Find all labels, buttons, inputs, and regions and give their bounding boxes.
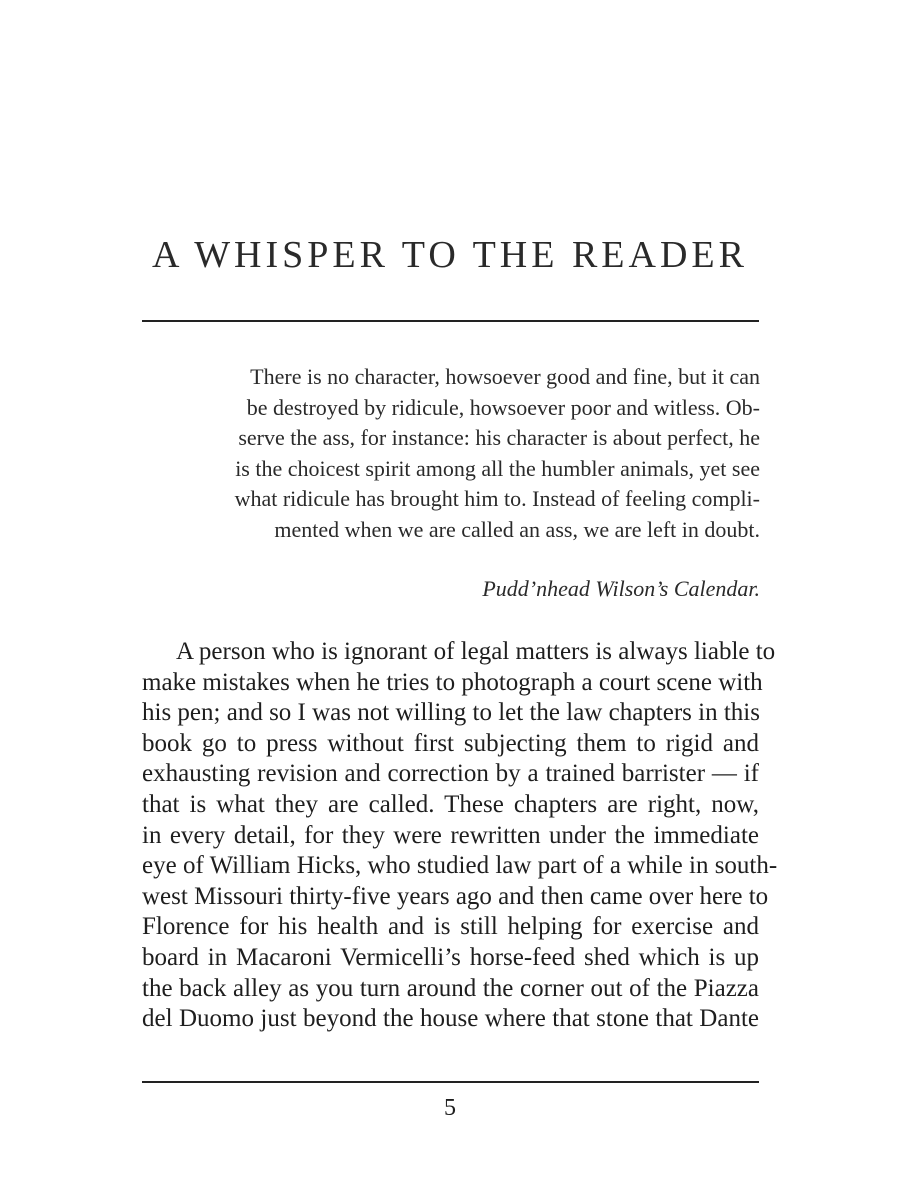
body-line: book go to press without first subjecting them to rigid and (142, 729, 759, 757)
epigraph (200, 362, 760, 545)
epigraph-line: is the choicest spirit among all the humbler animals, yet see (235, 455, 760, 481)
epigraph-line: mented when we are called an ass, we are left in doubt. (274, 516, 760, 542)
chapter-title: A WHISPER TO THE READER (152, 234, 748, 276)
epigraph-line: what ridicule has brought him to. Instead of feeling compli- (234, 486, 760, 511)
epigraph-attribution: Pudd’nhead Wilson’s Calendar. (482, 576, 760, 601)
body-line: west Missouri thirty-five years ago and then came over here to (142, 882, 769, 910)
body-line: exhausting revision and correction by a trained barrister — if (142, 760, 759, 788)
body-line: board in Macaroni Vermicelli’s horse-feed shed which is up (142, 943, 759, 971)
body-line: A person who is ignorant of legal matters is always liable to (176, 638, 776, 665)
epigraph-line: be destroyed by ridicule, howsoever poor and witless. Ob- (246, 394, 760, 420)
body-line: in every detail, for they were rewritten under the immediate (142, 821, 759, 849)
body-line: Florence for his health and is still helping for exercise and (142, 913, 759, 941)
epigraph-line: There is no character, howsoever good and fine, but it can (250, 364, 760, 389)
body-line: del Duomo just beyond the house where that stone that Dante (142, 1005, 759, 1033)
top-divider (142, 320, 759, 322)
body-line: make mistakes when he tries to photograph a court scene with (142, 668, 763, 696)
body-line: his pen; and so I was not willing to let the law chapters in this (142, 699, 760, 727)
body-line: the back alley as you turn around the corner out of the Piazza (142, 974, 759, 1002)
bottom-divider (142, 1081, 759, 1083)
body-line: that is what they are called. These chapters are right, now, (142, 790, 759, 818)
page-number: 5 (444, 1095, 456, 1121)
body-line: eye of William Hicks, who studied law part of a while in south- (142, 852, 778, 880)
epigraph-line: serve the ass, for instance: his character is about perfect, he (238, 425, 760, 450)
body-paragraph (142, 637, 778, 1035)
